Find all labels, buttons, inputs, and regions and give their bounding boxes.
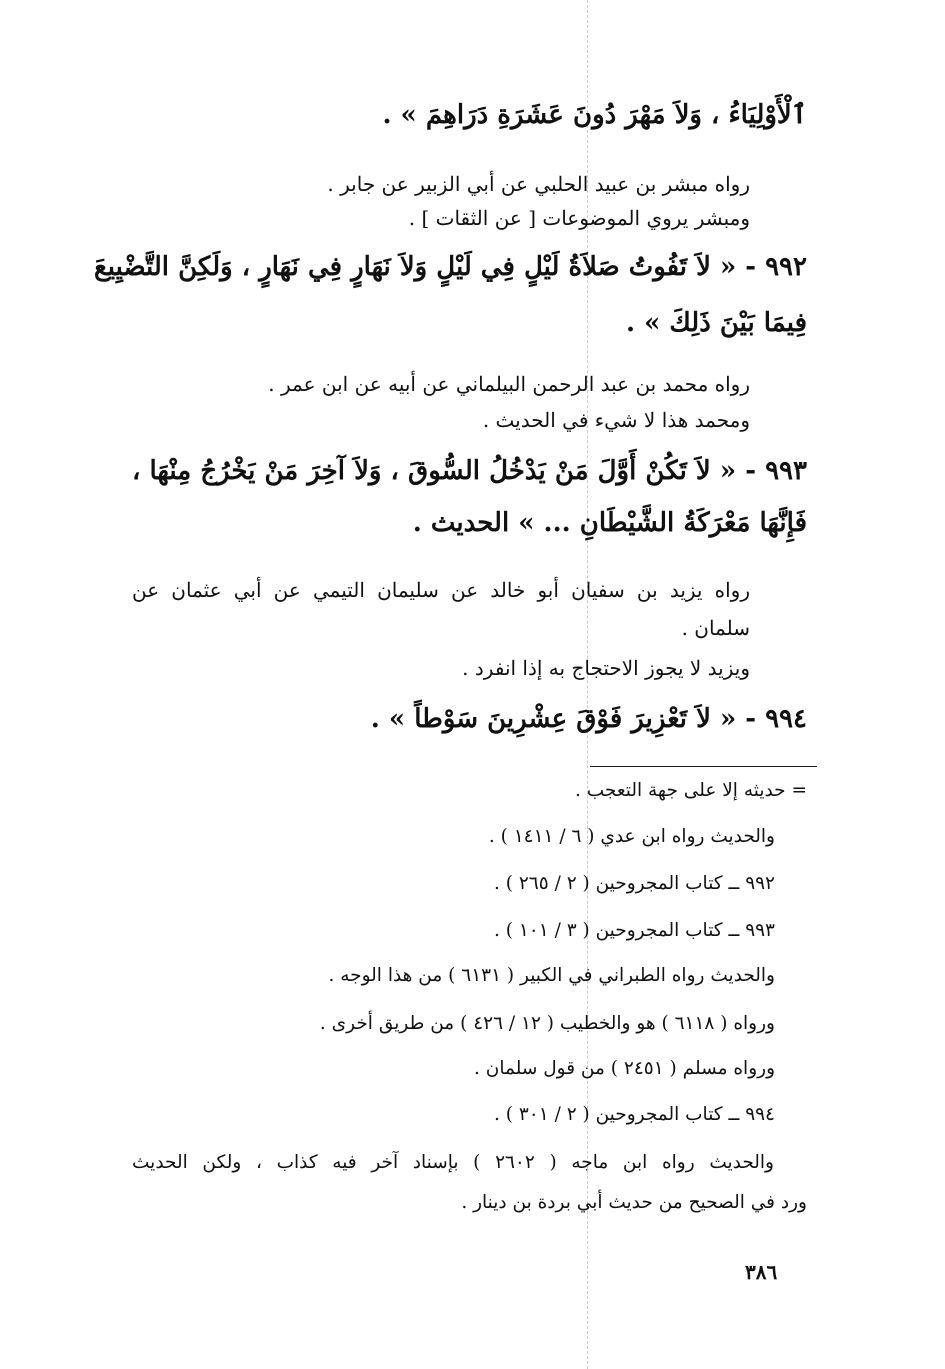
footnote-line: ورواه مسلم ( ٢٤٥١ ) من قول سلمان .: [474, 1058, 775, 1079]
narration-line: رواه محمد بن عبد الرحمن البيلماني عن أبيه عن ابن عمر .: [268, 372, 750, 396]
footnote-line: والحديث رواه ابن عدي ( ٦ / ١٤١١ ) .: [488, 826, 775, 847]
narration-line: ومبشر يروي الموضوعات [ عن الثقات ] .: [408, 206, 750, 230]
hadith-992-line: ٩٩٢ - « لاَ تَفُوتُ صَلاَةُ لَيْلٍ فِي لَيْلٍ وَلاَ نَهَارٍ فِي نَهَارٍ ، وَلَكِنَّ التَّضْيِيعَ: [93, 252, 807, 282]
hadith-994-line: ٩٩٤ - « لاَ تَعْزِيرَ فَوْقَ عِشْرِينَ سَوْطاً » .: [370, 704, 807, 734]
narration-line: ويزيد لا يجوز الاحتجاج به إذا انفرد .: [462, 656, 750, 680]
hadith-993-line: ٩٩٣ - « لاَ تَكُنْ أَوَّلَ مَنْ يَدْخُلُ السُّوقَ ، وَلاَ آخِرَ مَنْ يَخْرُجُ مِنْهَا ،: [132, 456, 807, 486]
narration-line: ومحمد هذا لا شيء في الحديث .: [482, 408, 750, 432]
footnote-line: ٩٩٤ ــ كتاب المجروحين ( ٢ / ٣٠١ ) .: [494, 1104, 775, 1125]
hadith-993-line: فَإِنَّهَا مَعْرَكَةُ الشَّيْطَانِ ... » الحديث .: [412, 508, 807, 538]
footnote-line: والحديث رواه ابن ماجه ( ٢٦٠٢ ) بإسناد آخر فيه كذاب ، ولكن الحديث: [132, 1152, 774, 1173]
footnote-line: = حديثه إلا على جهة التعجب .: [574, 780, 807, 801]
hadith-continuation: ٱلْأَوْلِيَاءُ ، وَلاَ مَهْرَ دُونَ عَشَرَةِ دَرَاهِمَ » .: [382, 100, 807, 130]
footnote-line: والحديث رواه الطبراني في الكبير ( ٦١٣١ ) من هذا الوجه .: [328, 965, 775, 986]
page-number: ٣٨٦: [745, 1260, 778, 1284]
narration-line: رواه مبشر بن عبيد الحلبي عن أبي الزبير عن جابر .: [327, 172, 750, 196]
narration-line: رواه يزيد بن سفيان أبو خالد عن سليمان التيمي عن أبي عثمان عن: [132, 578, 750, 602]
hadith-992-line: فِيمَا بَيْنَ ذَلِكَ » .: [625, 308, 807, 338]
footnote-line: ورد في الصحيح من حديث أبي بردة بن دينار .: [461, 1192, 807, 1213]
footnote-line: ٩٩٣ ــ كتاب المجروحين ( ٣ / ١٠١ ) .: [494, 920, 775, 941]
footnote-line: ورواه ( ٦١١٨ ) هو والخطيب ( ١٢ / ٤٢٦ ) من طريق أخرى .: [319, 1013, 775, 1034]
footnote-line: ٩٩٢ ــ كتاب المجروحين ( ٢ / ٢٦٥ ) .: [494, 873, 775, 894]
footnote-separator: [590, 766, 817, 767]
narration-line: سلمان .: [681, 616, 750, 640]
